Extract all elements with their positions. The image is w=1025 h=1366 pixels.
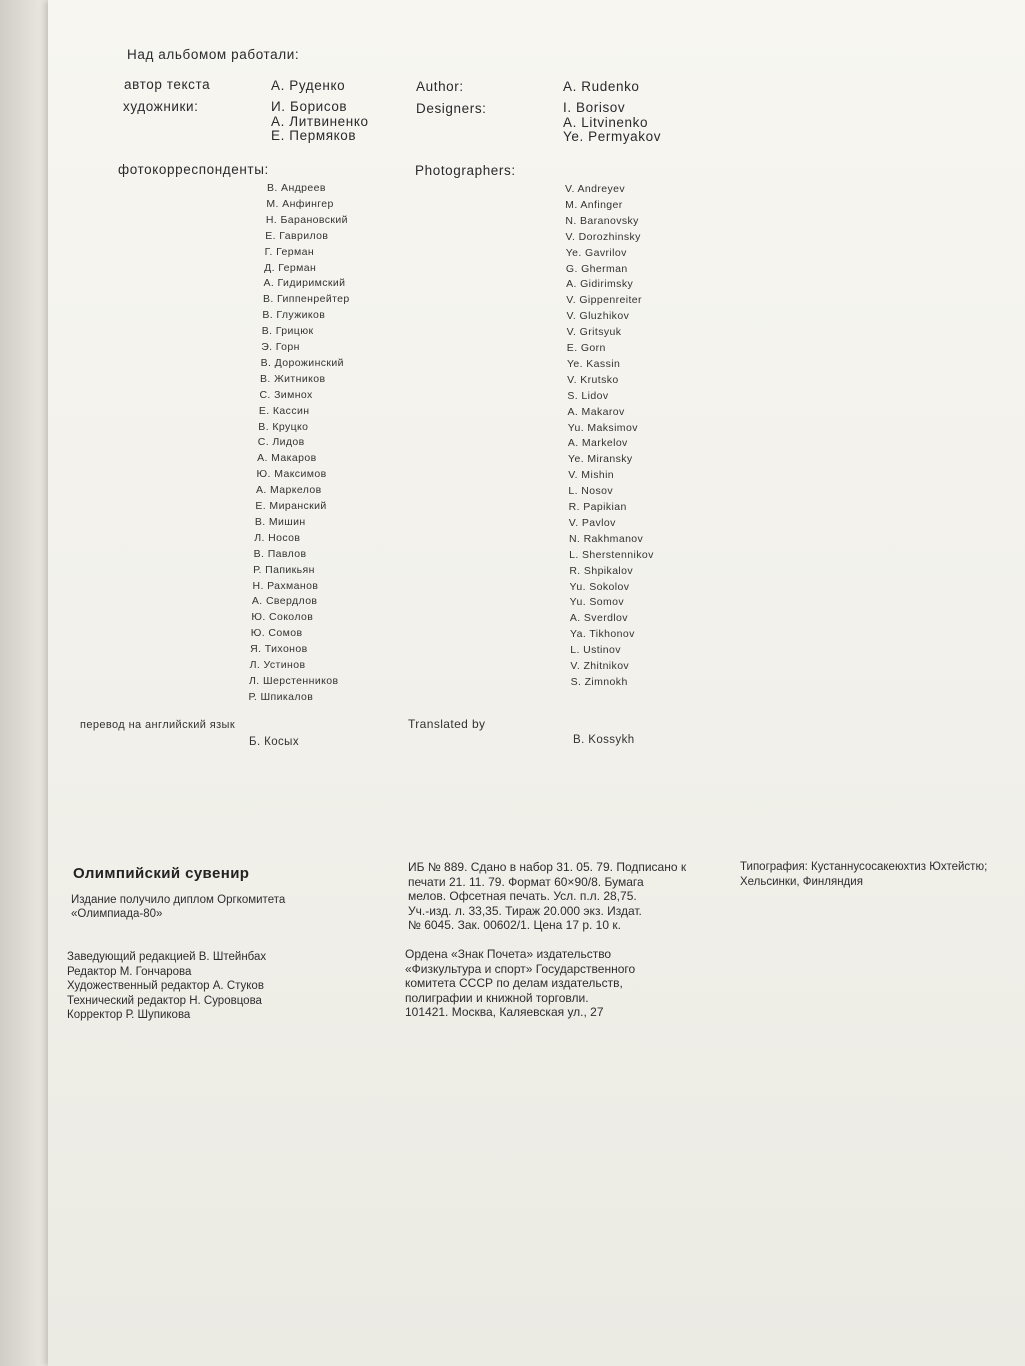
- printer-info: [740, 860, 1025, 889]
- publication-line: Уч.-изд. л. 33,35. Тираж 20.000 экз. Издат.: [408, 903, 642, 918]
- photographer-name: С. Зимнох: [259, 388, 313, 401]
- photographer-name: Р. Папикьян: [253, 563, 315, 576]
- photographer-name: А. Макаров: [257, 452, 317, 465]
- translation-name-en: B. Kossykh: [573, 734, 635, 746]
- photographer-name: Д. Герман: [264, 261, 317, 274]
- author-name-en: A. Rudenko: [563, 79, 640, 94]
- author-label-ru: автор текста: [124, 77, 211, 92]
- photographer-name: В. Круцко: [258, 420, 309, 433]
- photographer-name: Yu. Maksimov: [567, 421, 638, 434]
- publisher-info: [405, 947, 635, 1020]
- designers-names-en: [563, 101, 661, 145]
- photographer-name: E. Gorn: [566, 342, 606, 354]
- translation-name-ru: Б. Косых: [249, 736, 299, 748]
- staff-line: Художественный редактор А. Стуков: [67, 980, 264, 993]
- staff-line: Заведующий редакцией В. Штейнбах: [67, 951, 267, 963]
- staff-line: Корректор Р. Шупикова: [67, 1009, 191, 1022]
- photographer-name: V. Dorozhinsky: [565, 230, 641, 243]
- publication-details: [408, 860, 686, 933]
- publication-line: № 6045. Зак. 00602/1. Цена 17 р. 10 к.: [408, 918, 621, 932]
- designer-name-ru: Е. Пермяков: [271, 128, 357, 143]
- photographer-name: В. Гиппенрейтер: [262, 293, 350, 306]
- photographer-name: В. Грицюк: [261, 325, 314, 338]
- publication-line: печати 21. 11. 79. Формат 60×90/8. Бумага: [408, 874, 644, 889]
- author-name-ru: А. Руденко: [271, 78, 346, 93]
- editorial-staff: [67, 950, 266, 1023]
- staff-line: Технический редактор Н. Суровцова: [67, 994, 262, 1007]
- photographer-name: С. Лидов: [257, 436, 305, 449]
- photographer-name: A. Gidirimsky: [566, 278, 634, 291]
- photographer-name: В. Глужиков: [262, 309, 326, 322]
- designer-name-en: Ye. Permyakov: [563, 129, 662, 144]
- publisher-line: 101421. Москва, Каляевская ул., 27: [405, 1005, 604, 1019]
- author-label-en: Author:: [416, 79, 464, 94]
- photographer-name: Л. Устинов: [249, 659, 306, 671]
- photographer-name: A. Markelov: [567, 437, 628, 450]
- photographer-name: Ya. Tikhonov: [570, 628, 635, 641]
- designer-name-en: I. Borisov: [563, 100, 626, 115]
- photographer-name: В. Андреев: [267, 182, 326, 194]
- photographer-name: V. Gluzhikov: [566, 310, 630, 323]
- photographer-name: R. Papikian: [568, 501, 627, 513]
- book-title: Олимпийский сувенир: [73, 865, 250, 882]
- photographer-name: Ye. Gavrilov: [565, 246, 627, 259]
- photographer-name: V. Zhitnikov: [570, 660, 630, 672]
- publisher-line: комитета СССР по делам издательств,: [405, 976, 623, 990]
- photographer-name: R. Shpikalov: [569, 564, 634, 577]
- photographer-name: V. Krutsko: [567, 373, 619, 386]
- photographer-name: L. Sherstennikov: [569, 548, 654, 561]
- photographer-name: M. Anfinger: [565, 198, 623, 211]
- photographer-name: Е. Кассин: [258, 404, 310, 417]
- photographer-name: V. Andreyev: [565, 183, 626, 195]
- photographers-label-ru: фотокорреспонденты:: [118, 162, 269, 177]
- designers-names-ru: [271, 100, 369, 144]
- translation-label-en: Translated by: [408, 717, 486, 731]
- designers-label-en: Designers:: [416, 101, 487, 116]
- diploma-line: «Олимпиада-80»: [71, 908, 163, 920]
- photographer-name: В. Павлов: [253, 547, 307, 560]
- publication-line: мелов. Офсетная печать. Усл. п.л. 28,75.: [408, 889, 637, 903]
- translation-label-ru: перевод на английский язык: [80, 719, 236, 731]
- photographer-name: Я. Тихонов: [250, 643, 308, 656]
- photographer-name: A. Sverdlov: [569, 612, 628, 625]
- book-spine-shadow: [0, 0, 48, 1366]
- photographer-name: Yu. Somov: [569, 596, 625, 609]
- photographer-name: А. Свердлов: [251, 595, 318, 608]
- photographer-name: В. Дорожинский: [260, 356, 344, 369]
- photographer-name: S. Lidov: [567, 389, 609, 402]
- photographer-name: L. Ustinov: [570, 644, 621, 657]
- staff-line: Редактор М. Гончарова: [67, 965, 192, 978]
- photographer-name: L. Nosov: [568, 485, 614, 498]
- photographer-name: Л. Шерстенников: [249, 674, 339, 687]
- photographer-name: V. Gippenreiter: [566, 294, 642, 307]
- photographer-name: М. Анфингер: [266, 197, 334, 210]
- photographer-name: Н. Рахманов: [252, 579, 319, 592]
- photographer-name: Yu. Sokolov: [569, 580, 630, 593]
- photographer-name: Ю. Максимов: [256, 468, 327, 481]
- photographer-name: V. Gritsyuk: [566, 326, 622, 339]
- book-page: [48, 0, 1025, 1366]
- photographer-name: Л. Носов: [254, 531, 301, 544]
- photographer-name: Н. Барановский: [265, 213, 348, 226]
- publisher-line: Ордена «Знак Почета» издательство: [405, 947, 612, 961]
- printer-line: Типография: Кустаннусосакеюхтиз Юхтейстю;: [740, 861, 988, 873]
- photographer-name: Ю. Сомов: [250, 627, 303, 640]
- designer-name-ru: А. Литвиненко: [271, 113, 369, 129]
- credits-heading: Над альбомом работали:: [127, 47, 300, 62]
- photographer-name: А. Маркелов: [255, 484, 322, 497]
- designer-name-en: A. Litvinenko: [563, 114, 649, 130]
- photographer-name: A. Makarov: [567, 405, 625, 418]
- photographer-name: Ю. Соколов: [251, 611, 314, 624]
- photographer-name: N. Baranovsky: [565, 214, 639, 227]
- photographer-name: Ye. Miransky: [568, 453, 633, 466]
- photographer-name: G. Gherman: [565, 262, 628, 275]
- diploma-line: Издание получило диплом Оргкомитета: [71, 894, 286, 906]
- photographer-name: Э. Горн: [261, 341, 300, 353]
- photographers-label-en: Photographers:: [415, 163, 516, 178]
- publisher-line: «Физкультура и спорт» Государственного: [405, 961, 636, 976]
- designer-name-ru: И. Борисов: [271, 99, 348, 114]
- designers-label-ru: художники:: [123, 99, 199, 114]
- photographer-name: В. Житников: [260, 372, 326, 385]
- photographer-name: V. Mishin: [568, 469, 615, 482]
- photographer-name: В. Мишин: [254, 515, 306, 528]
- photographer-name: Ye. Kassin: [566, 357, 621, 370]
- photographer-name: Е. Миранский: [255, 500, 327, 512]
- photographer-name: V. Pavlov: [568, 516, 616, 529]
- photographer-name: Г. Герман: [264, 245, 315, 258]
- diploma-note: [71, 893, 285, 921]
- photographer-name: N. Rakhmanov: [568, 532, 644, 545]
- printer-line: Хельсинки, Финляндия: [740, 875, 863, 888]
- photographer-name: Е. Гаврилов: [265, 229, 329, 242]
- publication-line: ИБ № 889. Сдано в набор 31. 05. 79. Подписано к: [408, 860, 687, 874]
- photographer-name: А. Гидиримский: [263, 277, 346, 290]
- publisher-line: полиграфии и книжной торговли.: [405, 990, 589, 1005]
- photographer-name: S. Zimnokh: [570, 675, 628, 688]
- photographer-name: Р. Шпикалов: [248, 690, 314, 703]
